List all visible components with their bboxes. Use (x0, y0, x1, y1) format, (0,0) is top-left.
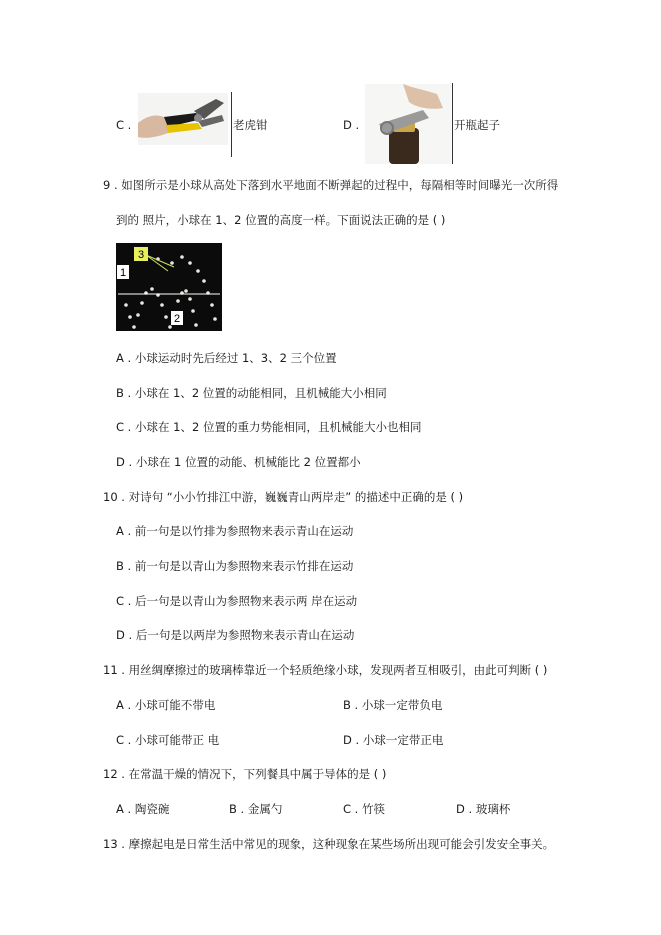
bottle-opener-image (365, 84, 451, 164)
divider-line (231, 92, 232, 157)
svg-text:3: 3 (137, 249, 145, 261)
svg-text:1: 1 (119, 267, 127, 279)
q10-option-b: B . 前一句是以青山为参照物来表示竹排在运动 (116, 559, 354, 573)
q12-option-c: C . 竹筷 (343, 802, 385, 816)
q9-option-b: B . 小球在 1、2 位置的动能相同，且机械能大小相同 (116, 386, 387, 400)
option-d-letter: D . (343, 118, 360, 132)
option-c-caption: 老虎钳 (233, 118, 268, 132)
q10-stem: 10 . 对诗句 “小小竹排江中游，巍巍青山两岸走” 的描述中正确的是 ( ) (103, 490, 464, 504)
q13-stem: 13 . 摩擦起电是日常生活中常见的现象，这种现象在某些场所出现可能会引发安全事关。 (103, 837, 555, 851)
q10-option-a: A . 前一句是以竹排为参照物来表示青山在运动 (116, 524, 354, 538)
svg-text:2: 2 (173, 313, 181, 325)
q9-stem-line2: 到的 照片，小球在 1、2 位置的高度一样。下面说法正确的是 ( ) (116, 213, 446, 227)
q11-option-d: D . 小球一定带正电 (343, 733, 444, 747)
q11-option-c: C . 小球可能带正 电 (116, 733, 220, 747)
q12-option-a: A . 陶瓷碗 (116, 802, 170, 816)
q9-option-d: D . 小球在 1 位置的动能、机械能比 2 位置都小 (116, 455, 361, 469)
option-c-letter: C . (116, 118, 132, 132)
q12-option-d: D . 玻璃杯 (456, 802, 511, 816)
divider-line (452, 83, 453, 164)
q11-option-b: B . 小球一定带负电 (343, 698, 443, 712)
q12-stem: 12 . 在常温干燥的情况下，下列餐具中属于导体的是 ( ) (103, 767, 387, 781)
q10-option-c: C . 后一句是以青山为参照物来表示两 岸在运动 (116, 594, 358, 608)
bouncing-ball-photo (116, 243, 222, 331)
q12-option-b: B . 金属勺 (229, 802, 283, 816)
q11-option-a: A . 小球可能不带电 (116, 698, 216, 712)
q9-option-a: A . 小球运动时先后经过 1、3、2 三个位置 (116, 351, 337, 365)
pliers-image (138, 93, 228, 145)
q10-option-d: D . 后一句是以两岸为参照物来表示青山在运动 (116, 628, 355, 642)
option-d-caption: 开瓶起子 (454, 118, 500, 132)
q9-option-c: C . 小球在 1、2 位置的重力势能相同，且机械能大小也相同 (116, 420, 422, 434)
q9-stem-line1: 9 . 如图所示是小球从高处下落到水平地面不断弹起的过程中，每隔相等时间曝光一次所得 (103, 178, 559, 192)
q11-stem: 11 . 用丝绸摩擦过的玻璃棒靠近一个轻质绝缘小球，发现两者互相吸引，由此可判断 ( ) (103, 663, 548, 677)
